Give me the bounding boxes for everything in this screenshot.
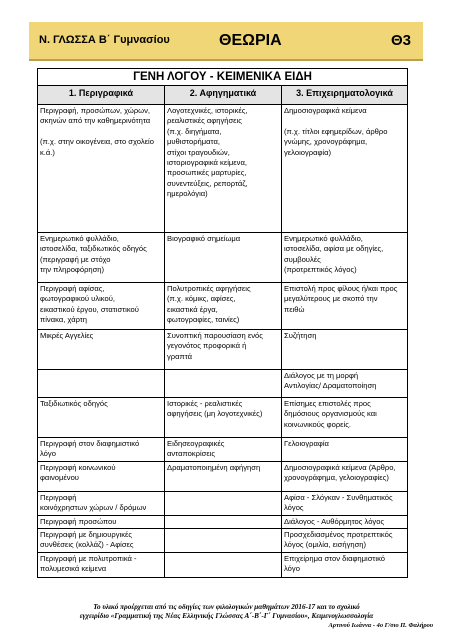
cell-text-line (284, 116, 405, 126)
table-cell (165, 370, 282, 398)
cell-text-line: δημόσιους οργανισμούς και (284, 409, 377, 419)
cell-text-line: χρονογράφημα, γελοιογραφίες) (284, 473, 389, 483)
cell-text-line: λόγο (40, 449, 56, 459)
table-cell (38, 461, 165, 491)
column-header-argumentative: 3. Επιχειρηματολογικά (282, 86, 408, 105)
table-title: ΓΕΝΗ ΛΟΓΟΥ - ΚΕΙΜΕΝΙΚΑ ΕΙΔΗ (38, 69, 408, 86)
cell-text-line: συνεντεύξεις, ρεπορτάζ, (167, 178, 248, 188)
table-row (38, 398, 408, 438)
table-cell (38, 398, 165, 438)
table-row (38, 529, 408, 553)
cell-text-line: μεγαλύτερους με σκοπό την (284, 294, 378, 304)
table-cell (282, 283, 408, 330)
cell-text-line: Ενημερωτικό φυλλάδιο, (40, 234, 119, 243)
table-cell (38, 552, 165, 577)
cell-text-line: Ιστορικές - ρεαλιστικές (167, 399, 243, 408)
cell-text-line: Δραματοποιημένη αφήγηση (167, 462, 261, 472)
footer-source-line-1: Το υλικό προέρχεται από τις οδηγίες των φιλολογικών μαθημάτων 2016-17 και το σχολικό (93, 603, 360, 611)
table-cell (165, 461, 282, 491)
cell-text-line: λόγος (ομιλία, εισήγηση) (284, 540, 367, 550)
cell-text-line: Περιγραφή στον διαφημιστικό (40, 439, 140, 448)
table-cell (282, 398, 408, 438)
cell-text-line: Δημοσιογραφικά κείμενα (284, 106, 367, 115)
table-cell (282, 370, 408, 398)
column-header-descriptive: 1. Περιγραφικά (38, 86, 165, 105)
table-cell (165, 283, 282, 330)
cell-text-line: εικαστικού έργου, στατιστικού (40, 304, 139, 314)
column-header-narrative: 2. Αφηγηματικά (165, 86, 282, 105)
table-cell (282, 529, 408, 553)
table-body (38, 105, 408, 578)
cell-text-line: Περιγραφή κοινωνικού (40, 462, 116, 472)
cell-text-line: φωτογραφικού υλικού, (40, 294, 115, 304)
page-title: ΘΕΩΡΙΑ (219, 32, 282, 49)
table-row (38, 370, 408, 398)
cell-text-line: μυθιστορήματα, (167, 137, 220, 147)
cell-text-line: φαινομένου (40, 473, 79, 483)
cell-text-line: Μικρές Αγγελίες (40, 331, 94, 340)
table-cell (165, 552, 282, 577)
cell-text-line: Διάλογος - Αυθόρμητος λόγος (284, 516, 385, 526)
cell-text-line: πειθώ (284, 304, 305, 314)
cell-text-line: Αφίσα - Σλόγκαν - Συνθηματικός (284, 492, 393, 502)
cell-text-line (40, 127, 162, 137)
table-cell (38, 105, 165, 233)
table-cell (38, 370, 165, 398)
table-cell (165, 491, 282, 515)
table-cell (282, 105, 408, 233)
cell-text-line: Περιγραφή με δημιουργικές (40, 530, 133, 540)
cell-text-line: (περιγραφή με στόχο (40, 254, 111, 264)
cell-text-line: Περιγραφή αφίσας, (40, 284, 105, 293)
cell-text-line: ιστοσελίδα, ταξιδιωτικός οδηγός (40, 244, 147, 254)
table-cell (38, 515, 165, 528)
cell-text-line: φωτογραφίες, ταινίες) (167, 315, 240, 325)
table-cell (282, 552, 408, 577)
cell-text-line: Βιογραφικό σημείωμα (167, 234, 241, 243)
text-types-table (37, 68, 408, 578)
cell-text-line: ανταποκρίσεις (167, 449, 216, 459)
table-cell (165, 330, 282, 370)
table-cell (165, 105, 282, 233)
cell-text-line: Ειδησεογραφικές (167, 439, 225, 448)
cell-text-line: πίνακα, χάρτη (40, 315, 88, 325)
table-row (38, 552, 408, 577)
cell-text-line: Προσχεδιασμένος προτρεπτικός (284, 530, 393, 540)
cell-text-line: Πολυτροπικές αφηγήσεις (167, 284, 251, 293)
cell-text-line: γραπτά (167, 351, 193, 361)
table-cell (38, 438, 165, 462)
cell-text-line: κοινόχρηστων χώρων / δρόμων (40, 503, 147, 513)
table-cell (165, 438, 282, 462)
cell-text-line: Γελοιογραφία (284, 439, 329, 448)
cell-text-line: Επίσημες επιστολές προς (284, 399, 371, 408)
cell-text-line: συνθέσεις (κολλάζ) - Αφίσες (40, 540, 134, 550)
cell-text-line: (π.χ. τίτλοι εφημερίδων, άρθρο (284, 126, 388, 136)
cell-text-line: ιστοριογραφικά κείμενα, (167, 158, 247, 168)
cell-text-line: λόγο (284, 564, 300, 574)
table-row (38, 233, 408, 283)
table-row (38, 461, 408, 491)
cell-text-line: Λογοτεχνικές, ιστορικές, (167, 106, 248, 115)
cell-text-line: (π.χ. διηγήματα, (167, 126, 222, 136)
table-cell (282, 330, 408, 370)
table-cell (165, 233, 282, 283)
table-row (38, 515, 408, 528)
cell-text-line: Συνοπτική παρουσίαση ενός (167, 331, 263, 340)
sheet-code: Θ3 (390, 32, 411, 49)
cell-text-line: σκηνών από την καθημερινότητα (40, 116, 151, 126)
table-row (38, 438, 408, 462)
table-cell (38, 491, 165, 515)
subject-label: Ν. ΓΛΩΣΣΑ Β΄ Γυμνασίου (39, 34, 170, 46)
cell-text-line: (π.χ. κόμικς, αφίσες, (167, 294, 236, 304)
cell-text-line: Περιγραφή, προσώπων, χώρων, (40, 106, 150, 115)
cell-text-line: συμβουλές (284, 254, 321, 264)
cell-text-line: Περιγραφή προσώπου (40, 516, 117, 526)
cell-text-line: Περιγραφή με πολυτροπικά - (40, 553, 137, 563)
cell-text-line: ρεαλιστικές αφηγήσεις (167, 116, 242, 126)
table-row (38, 105, 408, 233)
table-cell (282, 491, 408, 515)
table-cell (282, 233, 408, 283)
table-row (38, 330, 408, 370)
cell-text-line: ιστοσελίδα, αφίσα με οδηγίες, (284, 244, 384, 254)
cell-text-line: λόγος (284, 503, 304, 513)
table-cell (165, 398, 282, 438)
cell-text-line: ημερολόγια) (167, 189, 208, 199)
footer-author: Αρτινού Ιωάννα - 4ο Γ/σιο Π. Φαλήρου (328, 622, 433, 629)
cell-text-line: Αντιλογίας/ Δραματοποίηση (284, 381, 377, 391)
cell-text-line: Περιγραφή (40, 492, 77, 502)
table-cell (38, 330, 165, 370)
table-cell (38, 233, 165, 283)
cell-text-line: Επιστολή προς φίλους ή/και προς (284, 284, 398, 293)
cell-text-line: Ενημερωτικό φυλλάδιο, (284, 234, 363, 243)
cell-text-line: γεγονότος προφορικά ή (167, 341, 247, 351)
table-cell (165, 515, 282, 528)
table-cell (38, 283, 165, 330)
cell-text-line: Επιχείρημα στον διαφημιστικό (284, 553, 385, 563)
cell-text-line: στίχοι τραγουδιών, (167, 147, 230, 157)
cell-text-line: (π.χ. στην οικογένεια, στο σχολείο (40, 137, 154, 147)
cell-text-line: Συζήτηση (284, 331, 317, 340)
cell-text-line: εικαστικά έργα, (167, 304, 218, 314)
cell-text-line: Δημοσιογραφικά κείμενα (Άρθρο, (284, 462, 396, 472)
table-cell (38, 529, 165, 553)
cell-text-line: γνώμης, χρονογράφημα, (284, 137, 368, 147)
cell-text-line: Διάλογος με τη μορφή (284, 371, 359, 380)
cell-text-line: πολυμεσικά κείμενα (40, 564, 107, 574)
page-header (29, 22, 423, 61)
footer (20, 603, 433, 630)
footer-source-line-2: εγχειρίδιο «Γραμματική της Νέας Ελληνικής Γλώσσας Α΄-Β΄-Γ΄ Γυμνασίου», Κειμενογλωσσολογία (79, 612, 374, 620)
table-cell (282, 438, 408, 462)
cell-text-line: κοινωνικούς φορείς. (284, 419, 351, 429)
cell-text-line: (προτρεπτικός λόγος) (284, 265, 357, 275)
cell-text-line: γελοιογραφία) (284, 147, 332, 157)
cell-text-line: Ταξιδιωτικός οδηγός (40, 399, 108, 408)
table-cell (165, 529, 282, 553)
cell-text-line: κ.ά.) (40, 147, 55, 157)
table-cell (282, 461, 408, 491)
table-cell (282, 515, 408, 528)
cell-text-line: αφηγήσεις (μη λογοτεχνικές) (167, 409, 263, 419)
cell-text-line: προσωπικές μαρτυρίες, (167, 168, 247, 178)
table-row (38, 491, 408, 515)
table-row (38, 283, 408, 330)
cell-text-line: την πληροφόρηση) (40, 265, 105, 275)
